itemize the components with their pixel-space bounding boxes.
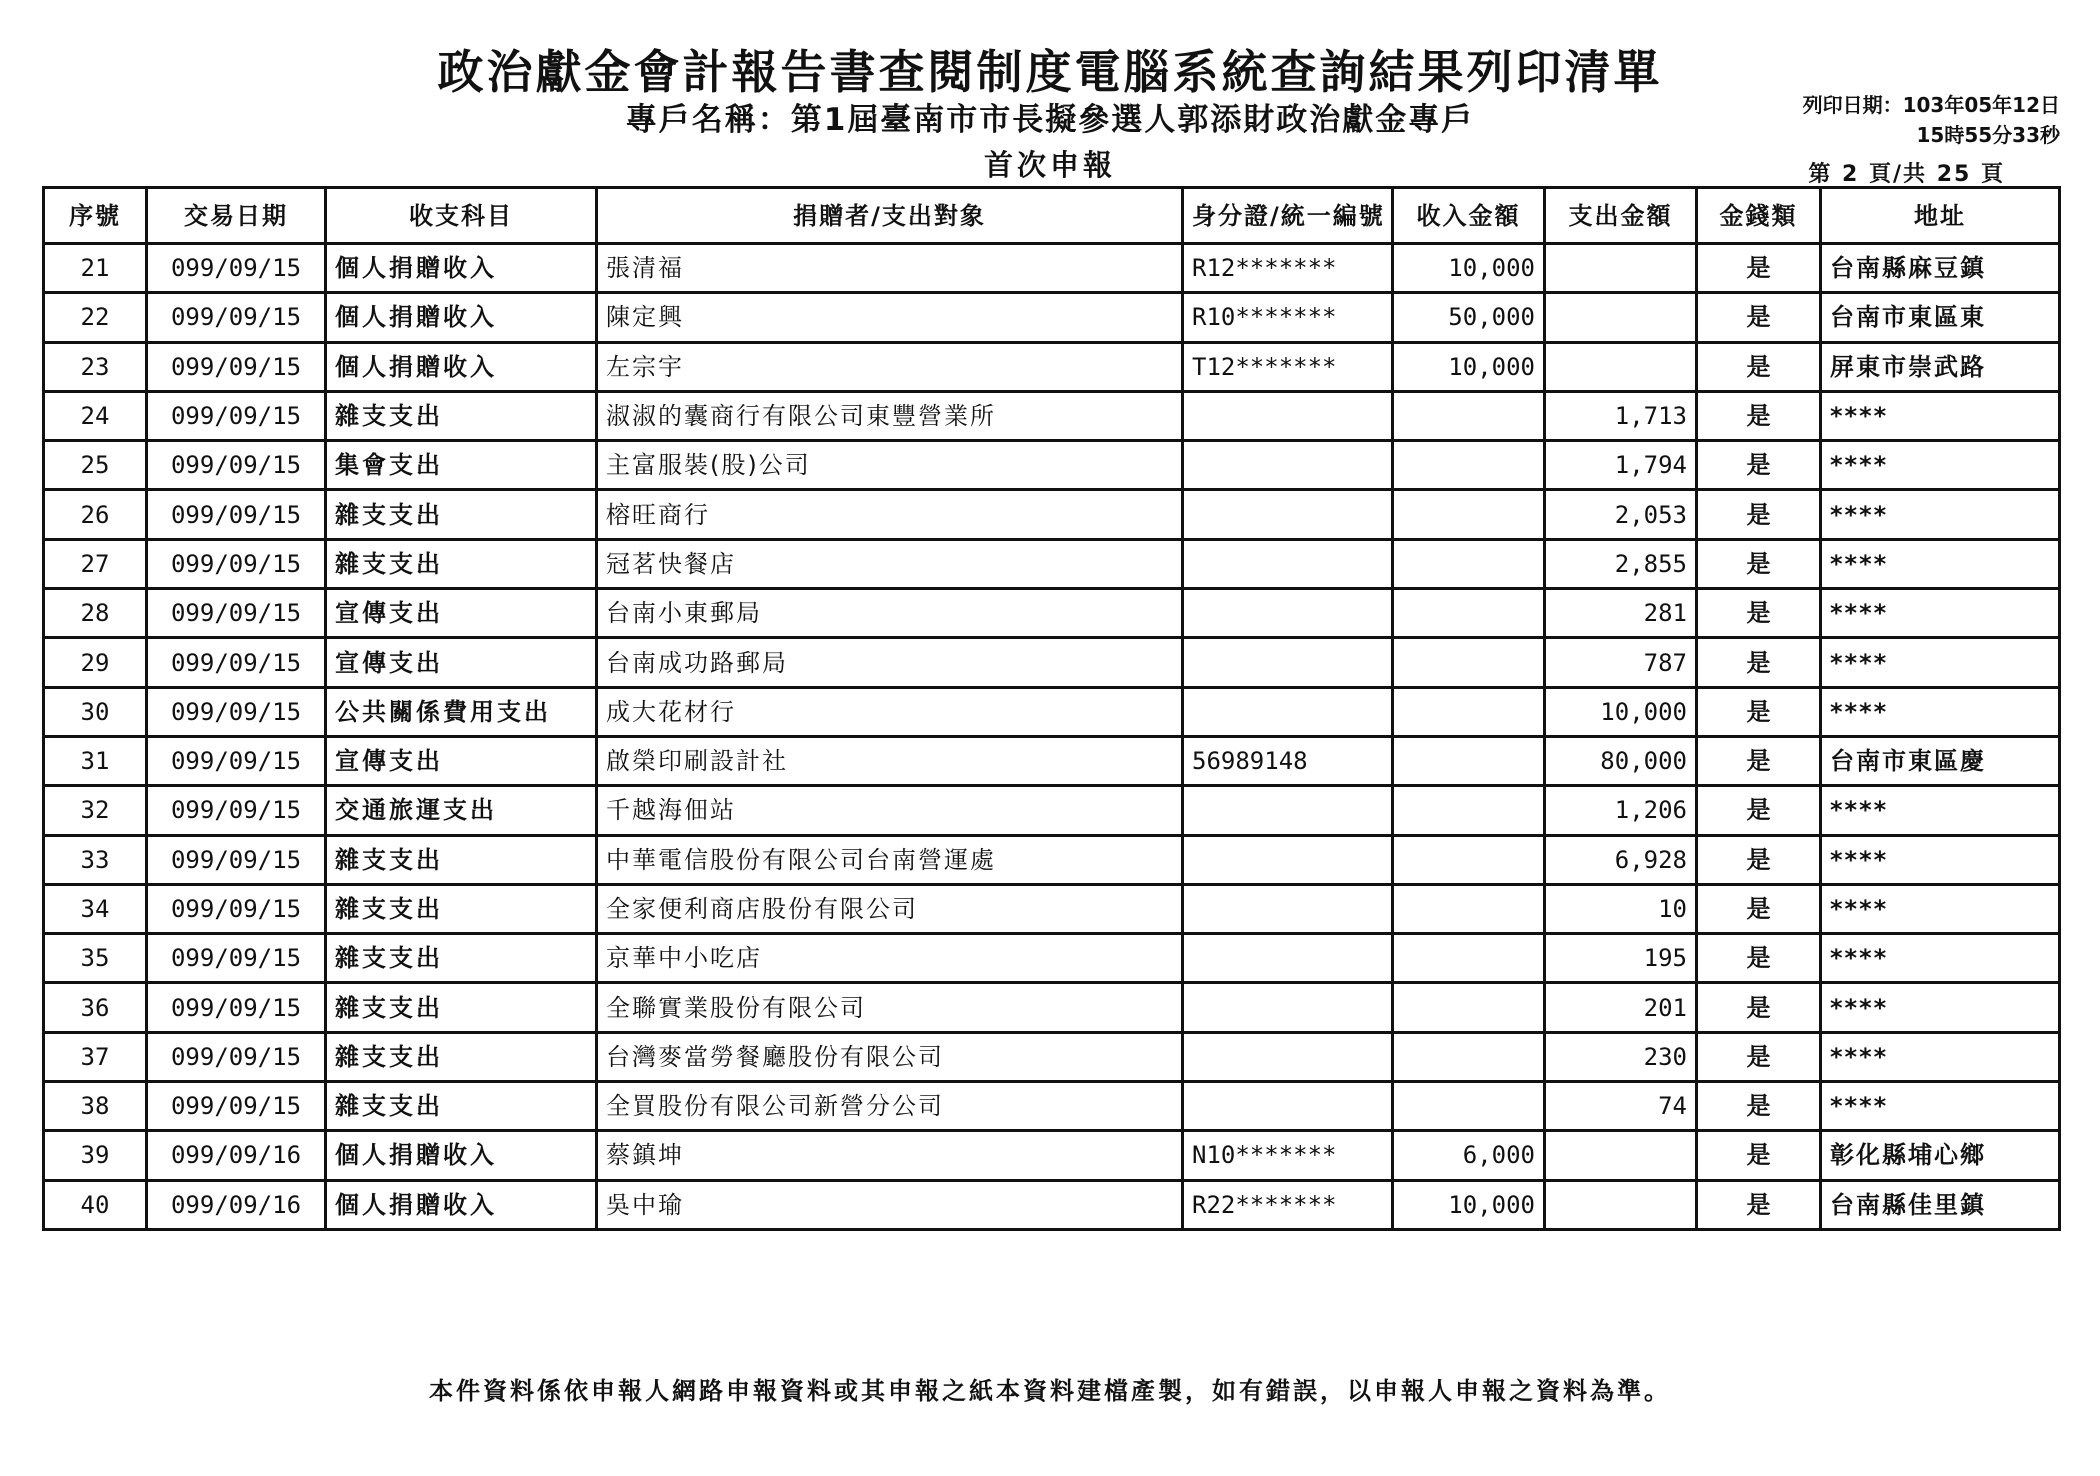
cell-monetary: 是 — [1697, 244, 1821, 293]
cell-id — [1183, 589, 1393, 638]
cell-income — [1393, 589, 1545, 638]
cell-party: 千越海佃站 — [597, 786, 1183, 835]
cell-income — [1393, 1082, 1545, 1131]
cell-id — [1183, 786, 1393, 835]
cell-party: 吳中瑜 — [597, 1180, 1183, 1229]
cell-expense — [1545, 1180, 1697, 1229]
cell-income — [1393, 786, 1545, 835]
cell-category: 集會支出 — [326, 441, 597, 490]
cell-seq: 31 — [44, 736, 147, 785]
cell-income: 10,000 — [1393, 244, 1545, 293]
print-date-line1: 列印日期：103年05年12日 — [1802, 93, 2060, 117]
cell-expense — [1545, 1131, 1697, 1180]
cell-income — [1393, 736, 1545, 785]
table-row — [44, 539, 2060, 588]
cell-expense: 195 — [1545, 934, 1697, 983]
cell-seq: 21 — [44, 244, 147, 293]
cell-party: 左宗宇 — [597, 342, 1183, 391]
cell-date: 099/09/15 — [147, 736, 326, 785]
cell-monetary: 是 — [1697, 835, 1821, 884]
cell-category: 宣傳支出 — [326, 736, 597, 785]
cell-seq: 29 — [44, 638, 147, 687]
cell-expense: 201 — [1545, 983, 1697, 1032]
cell-address: 台南縣佳里鎮 — [1821, 1180, 2060, 1229]
cell-date: 099/09/15 — [147, 490, 326, 539]
cell-date: 099/09/15 — [147, 884, 326, 933]
cell-seq: 34 — [44, 884, 147, 933]
cell-income: 10,000 — [1393, 342, 1545, 391]
cell-address: **** — [1821, 1032, 2060, 1081]
col-header-expense: 支出金額 — [1545, 188, 1697, 244]
cell-address: **** — [1821, 786, 2060, 835]
cell-expense: 10 — [1545, 884, 1697, 933]
table-row — [44, 687, 2060, 736]
cell-seq: 35 — [44, 934, 147, 983]
col-header-monetary: 金錢類 — [1697, 188, 1821, 244]
cell-seq: 26 — [44, 490, 147, 539]
cell-seq: 36 — [44, 983, 147, 1032]
col-header-income: 收入金額 — [1393, 188, 1545, 244]
cell-seq: 22 — [44, 293, 147, 342]
col-header-seq: 序號 — [44, 188, 147, 244]
cell-address: **** — [1821, 983, 2060, 1032]
table-row — [44, 441, 2060, 490]
col-header-category: 收支科目 — [326, 188, 597, 244]
cell-category: 個人捐贈收入 — [326, 1180, 597, 1229]
cell-income: 50,000 — [1393, 293, 1545, 342]
cell-expense: 2,053 — [1545, 490, 1697, 539]
cell-income — [1393, 884, 1545, 933]
cell-address: **** — [1821, 638, 2060, 687]
table-row — [44, 983, 2060, 1032]
cell-id — [1183, 539, 1393, 588]
cell-income — [1393, 638, 1545, 687]
cell-seq: 32 — [44, 786, 147, 835]
cell-income — [1393, 687, 1545, 736]
cell-id — [1183, 1082, 1393, 1131]
cell-date: 099/09/15 — [147, 391, 326, 440]
cell-expense: 1,794 — [1545, 441, 1697, 490]
cell-id — [1183, 490, 1393, 539]
cell-seq: 25 — [44, 441, 147, 490]
cell-monetary: 是 — [1697, 539, 1821, 588]
cell-monetary: 是 — [1697, 638, 1821, 687]
cell-date: 099/09/15 — [147, 539, 326, 588]
cell-category: 雜支支出 — [326, 391, 597, 440]
ledger-table — [42, 186, 2061, 1231]
cell-seq: 23 — [44, 342, 147, 391]
table-row — [44, 934, 2060, 983]
table-row — [44, 786, 2060, 835]
cell-party: 蔡鎮坤 — [597, 1131, 1183, 1180]
cell-address: **** — [1821, 1082, 2060, 1131]
cell-id — [1183, 934, 1393, 983]
cell-monetary: 是 — [1697, 490, 1821, 539]
ledger-body — [44, 244, 2060, 1230]
cell-category: 宣傳支出 — [326, 589, 597, 638]
cell-monetary: 是 — [1697, 1082, 1821, 1131]
cell-seq: 40 — [44, 1180, 147, 1229]
cell-income — [1393, 934, 1545, 983]
cell-date: 099/09/15 — [147, 638, 326, 687]
cell-address: **** — [1821, 687, 2060, 736]
cell-expense — [1545, 293, 1697, 342]
cell-seq: 38 — [44, 1082, 147, 1131]
cell-party: 張清福 — [597, 244, 1183, 293]
cell-income — [1393, 441, 1545, 490]
cell-category: 雜支支出 — [326, 1032, 597, 1081]
cell-party: 榕旺商行 — [597, 490, 1183, 539]
table-row — [44, 835, 2060, 884]
table-row — [44, 1032, 2060, 1081]
cell-id — [1183, 983, 1393, 1032]
cell-date: 099/09/15 — [147, 1082, 326, 1131]
col-header-party: 捐贈者/支出對象 — [597, 188, 1183, 244]
cell-category: 雜支支出 — [326, 1082, 597, 1131]
cell-address: **** — [1821, 441, 2060, 490]
cell-seq: 37 — [44, 1032, 147, 1081]
cell-expense: 1,713 — [1545, 391, 1697, 440]
print-date — [1640, 90, 2060, 150]
cell-id — [1183, 835, 1393, 884]
cell-address: **** — [1821, 391, 2060, 440]
cell-seq: 30 — [44, 687, 147, 736]
cell-party: 全買股份有限公司新營分公司 — [597, 1082, 1183, 1131]
cell-party: 淑淑的囊商行有限公司東豐營業所 — [597, 391, 1183, 440]
cell-monetary: 是 — [1697, 1032, 1821, 1081]
cell-id — [1183, 1032, 1393, 1081]
cell-party: 冠茗快餐店 — [597, 539, 1183, 588]
cell-expense: 787 — [1545, 638, 1697, 687]
cell-expense — [1545, 342, 1697, 391]
cell-income — [1393, 490, 1545, 539]
cell-category: 交通旅運支出 — [326, 786, 597, 835]
col-header-date: 交易日期 — [147, 188, 326, 244]
cell-address: 屏東市崇武路 — [1821, 342, 2060, 391]
table-row — [44, 342, 2060, 391]
cell-date: 099/09/15 — [147, 786, 326, 835]
cell-seq: 28 — [44, 589, 147, 638]
cell-date: 099/09/15 — [147, 342, 326, 391]
cell-address: **** — [1821, 835, 2060, 884]
table-row — [44, 1180, 2060, 1229]
cell-category: 個人捐贈收入 — [326, 1131, 597, 1180]
cell-id: T12******* — [1183, 342, 1393, 391]
cell-seq: 24 — [44, 391, 147, 440]
cell-monetary: 是 — [1697, 1180, 1821, 1229]
col-header-address: 地址 — [1821, 188, 2060, 244]
cell-monetary: 是 — [1697, 1131, 1821, 1180]
cell-category: 個人捐贈收入 — [326, 244, 597, 293]
cell-monetary: 是 — [1697, 293, 1821, 342]
print-date-line2: 15時55分33秒 — [1916, 123, 2060, 147]
cell-party: 京華中小吃店 — [597, 934, 1183, 983]
cell-date: 099/09/15 — [147, 293, 326, 342]
cell-party: 台南成功路郵局 — [597, 638, 1183, 687]
table-row — [44, 589, 2060, 638]
cell-date: 099/09/15 — [147, 983, 326, 1032]
cell-income — [1393, 539, 1545, 588]
cell-party: 成大花材行 — [597, 687, 1183, 736]
cell-address: **** — [1821, 934, 2060, 983]
cell-expense — [1545, 244, 1697, 293]
cell-monetary: 是 — [1697, 934, 1821, 983]
cell-category: 雜支支出 — [326, 490, 597, 539]
cell-address: **** — [1821, 490, 2060, 539]
cell-income: 6,000 — [1393, 1131, 1545, 1180]
cell-party: 全家便利商店股份有限公司 — [597, 884, 1183, 933]
table-row — [44, 884, 2060, 933]
table-row — [44, 638, 2060, 687]
cell-address: 台南市東區東 — [1821, 293, 2060, 342]
cell-party: 全聯實業股份有限公司 — [597, 983, 1183, 1032]
table-header-row — [44, 188, 2060, 244]
cell-id — [1183, 441, 1393, 490]
cell-expense: 74 — [1545, 1082, 1697, 1131]
cell-expense: 281 — [1545, 589, 1697, 638]
cell-id: R22******* — [1183, 1180, 1393, 1229]
cell-party: 啟榮印刷設計社 — [597, 736, 1183, 785]
cell-id — [1183, 884, 1393, 933]
table-row — [44, 244, 2060, 293]
cell-id — [1183, 687, 1393, 736]
cell-id: R12******* — [1183, 244, 1393, 293]
cell-id — [1183, 391, 1393, 440]
report-type: 首次申報 — [983, 148, 1116, 182]
cell-party: 中華電信股份有限公司台南營運處 — [597, 835, 1183, 884]
cell-date: 099/09/16 — [147, 1180, 326, 1229]
cell-seq: 27 — [44, 539, 147, 588]
cell-expense: 1,206 — [1545, 786, 1697, 835]
cell-monetary: 是 — [1697, 884, 1821, 933]
table-row — [44, 391, 2060, 440]
cell-address: 台南市東區慶 — [1821, 736, 2060, 785]
table-row — [44, 1131, 2060, 1180]
cell-category: 個人捐贈收入 — [326, 293, 597, 342]
cell-monetary: 是 — [1697, 342, 1821, 391]
cell-category: 宣傳支出 — [326, 638, 597, 687]
cell-address: **** — [1821, 539, 2060, 588]
cell-category: 雜支支出 — [326, 934, 597, 983]
cell-date: 099/09/15 — [147, 835, 326, 884]
cell-seq: 33 — [44, 835, 147, 884]
cell-date: 099/09/15 — [147, 1032, 326, 1081]
cell-expense: 10,000 — [1545, 687, 1697, 736]
cell-id: N10******* — [1183, 1131, 1393, 1180]
cell-monetary: 是 — [1697, 786, 1821, 835]
cell-id — [1183, 638, 1393, 687]
cell-income — [1393, 983, 1545, 1032]
cell-date: 099/09/15 — [147, 441, 326, 490]
cell-id: 56989148 — [1183, 736, 1393, 785]
cell-address: 台南縣麻豆鎮 — [1821, 244, 2060, 293]
cell-address: **** — [1821, 589, 2060, 638]
footnote: 本件資料係依申報人網路申報資料或其申報之紙本資料建檔產製，如有錯誤，以申報人申報之資料為準。 — [429, 1377, 1671, 1405]
cell-income: 10,000 — [1393, 1180, 1545, 1229]
cell-seq: 39 — [44, 1131, 147, 1180]
account-name: 專戶名稱：第1屆臺南市市長擬參選人郭添財政治獻金專戶 — [625, 102, 1475, 138]
cell-party: 台南小東郵局 — [597, 589, 1183, 638]
cell-category: 雜支支出 — [326, 835, 597, 884]
page-info: 第 2 頁/共 25 頁 — [1808, 162, 2005, 187]
cell-party: 台灣麥當勞餐廳股份有限公司 — [597, 1032, 1183, 1081]
cell-monetary: 是 — [1697, 391, 1821, 440]
cell-monetary: 是 — [1697, 983, 1821, 1032]
cell-address: 彰化縣埔心鄉 — [1821, 1131, 2060, 1180]
cell-party: 陳定興 — [597, 293, 1183, 342]
cell-expense: 6,928 — [1545, 835, 1697, 884]
cell-category: 公共關係費用支出 — [326, 687, 597, 736]
cell-monetary: 是 — [1697, 589, 1821, 638]
page-title: 政治獻金會計報告書查閱制度電腦系統查詢結果列印清單 — [437, 45, 1663, 99]
cell-party: 主富服裝(股)公司 — [597, 441, 1183, 490]
cell-date: 099/09/15 — [147, 934, 326, 983]
cell-date: 099/09/15 — [147, 687, 326, 736]
cell-date: 099/09/15 — [147, 244, 326, 293]
cell-date: 099/09/15 — [147, 589, 326, 638]
cell-category: 個人捐贈收入 — [326, 342, 597, 391]
cell-monetary: 是 — [1697, 687, 1821, 736]
cell-monetary: 是 — [1697, 736, 1821, 785]
table-row — [44, 1082, 2060, 1131]
cell-expense: 2,855 — [1545, 539, 1697, 588]
cell-category: 雜支支出 — [326, 884, 597, 933]
cell-category: 雜支支出 — [326, 539, 597, 588]
table-row — [44, 736, 2060, 785]
cell-expense: 230 — [1545, 1032, 1697, 1081]
cell-date: 099/09/16 — [147, 1131, 326, 1180]
cell-monetary: 是 — [1697, 441, 1821, 490]
cell-income — [1393, 835, 1545, 884]
cell-category: 雜支支出 — [326, 983, 597, 1032]
col-header-id: 身分證/統一編號 — [1183, 188, 1393, 244]
table-row — [44, 490, 2060, 539]
cell-address: **** — [1821, 884, 2060, 933]
cell-income — [1393, 1032, 1545, 1081]
table-row — [44, 293, 2060, 342]
cell-id: R10******* — [1183, 293, 1393, 342]
cell-expense: 80,000 — [1545, 736, 1697, 785]
cell-income — [1393, 391, 1545, 440]
